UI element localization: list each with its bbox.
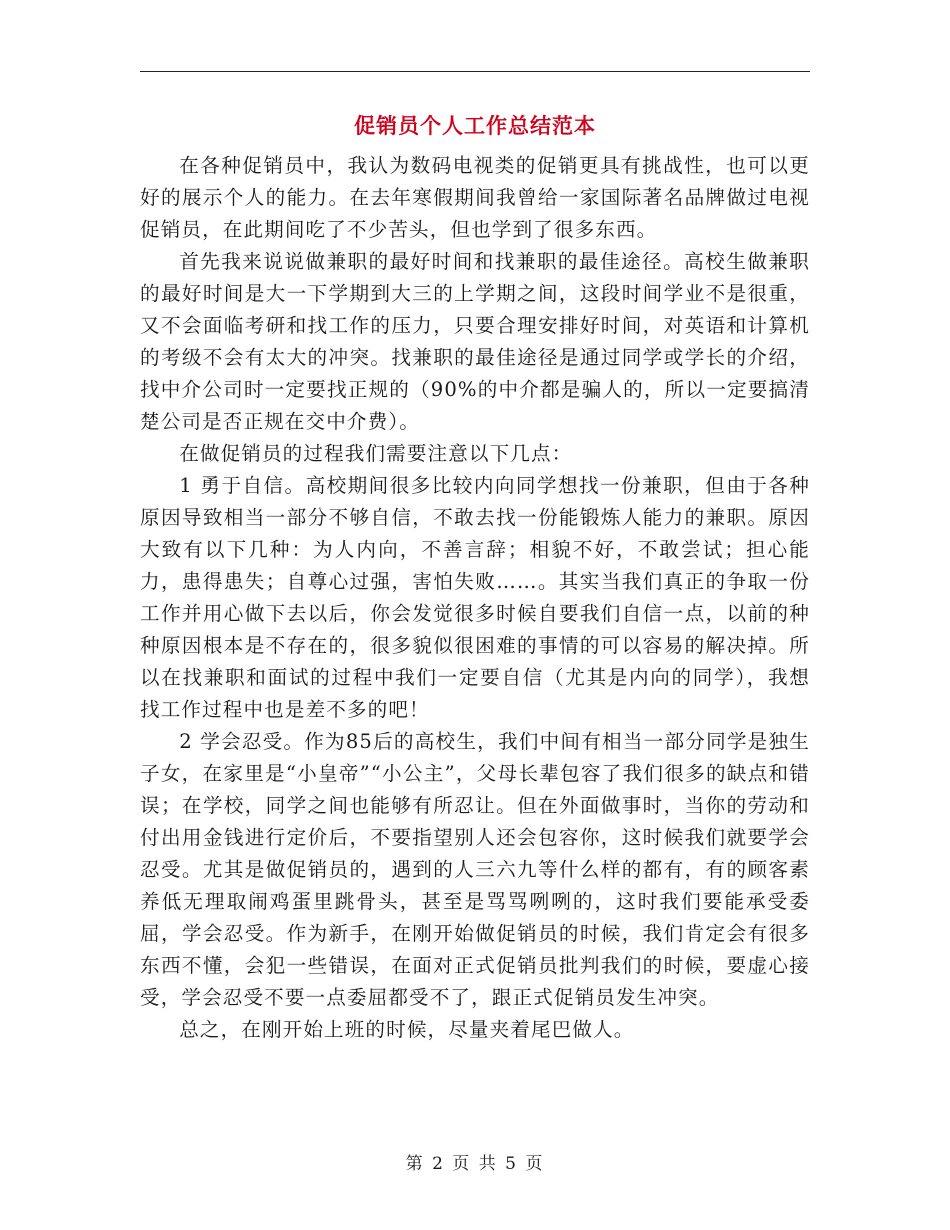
- paragraph-intro: 在各种促销员中，我认为数码电视类的促销更具有挑战性，也可以更好的展示个人的能力。在去年寒假期间我曾给一家国际著名品牌做过电视促销员，在此期间吃了不少苦头，但也学到了很多东西。: [140, 154, 810, 241]
- document-body: [140, 150, 810, 1046]
- page-footer: 第 2 页 共 5 页: [405, 1154, 545, 1174]
- paragraph-conclusion: 总之，在刚开始上班的时候，尽量夹着尾巴做人。: [179, 1018, 635, 1041]
- header-rule: [140, 71, 810, 72]
- document-title: 促销员个人工作总结范本: [354, 114, 596, 138]
- paragraph-point-confidence: 1 勇于自信。高校期间很多比较内向同学想找一份兼职，但由于各种原因导致相当一部分不够自信，不敢去找一份能锻炼人能力的兼职。原因大致有以下几种：为人内向，不善言辞；相貌不好，不敢尝试；担心能力，患得患失；自尊心过强，害怕失败……。其实当我们真正的争取一份工作并用心做下去以后，你会发觉很多时候自要我们自信一点，以前的种种原因根本是不存在的，很多貌似很困难的事情的可以容易的解决掉。所以在找兼职和面试的过程中我们一定要自信（尤其是内向的同学），我想找工作过程中也是差不多的吧！: [140, 474, 810, 721]
- paragraph-timing: 首先我来说说做兼职的最好时间和找兼职的最佳途径。高校生做兼职的最好时间是大一下学期到大三的上学期之间，这段时间学业不是很重，又不会面临考研和找工作的压力，只要合理安排好时间，对英语和计算机的考级不会有太大的冲突。找兼职的最佳途径是通过同学或学长的介绍，找中介公司时一定要找正规的（90%的中介都是骗人的，所以一定要搞清楚公司是否正规在交中介费）。: [140, 250, 810, 433]
- paragraph-point-endurance: 2 学会忍受。作为85后的高校生，我们中间有相当一部分同学是独生子女，在家里是“小皇帝”“小公主”，父母长辈包容了我们很多的缺点和错误；在学校，同学之间也能够有所忍让。但在外面做事时，当你的劳动和付出用金钱进行定价后，不要指望别人还会包容你，这时候我们就要学会忍受。尤其是做促销员的，遇到的人三六九等什么样的都有，有的顾客素养低无理取闹鸡蛋里跳骨头，甚至是骂骂咧咧的，这时我们要能承受委屈，学会忍受。作为新手，在刚开始做促销员的时候，我们肯定会有很多东西不懂，会犯一些错误，在面对正式促销员批判我们的时候，要虚心接受，学会忍受不要一点委屈都受不了，跟正式促销员发生冲突。: [140, 730, 810, 1009]
- paragraph-points-intro: 在做促销员的过程我们需要注意以下几点：: [179, 442, 573, 465]
